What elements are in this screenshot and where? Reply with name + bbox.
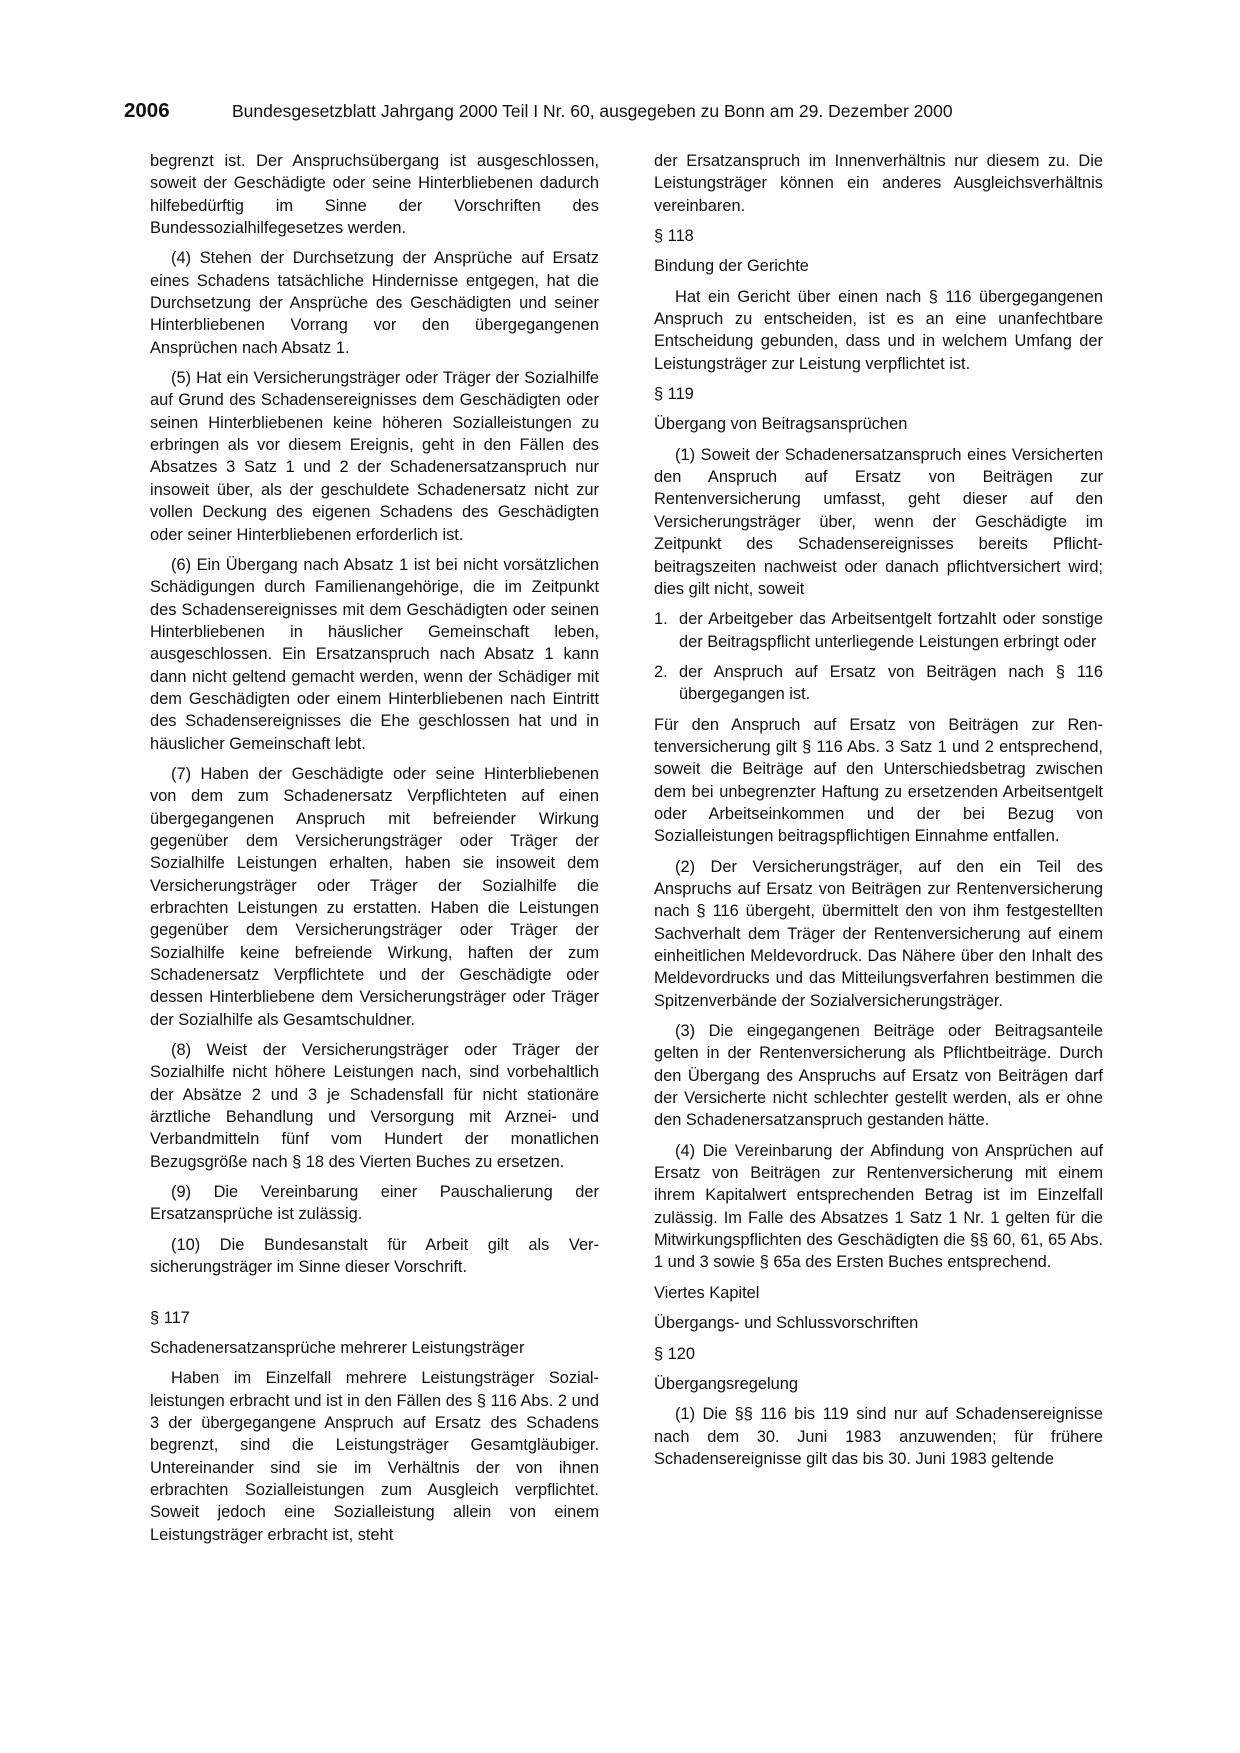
page-number: 2006 bbox=[124, 99, 170, 122]
paragraph: Haben im Einzelfall mehrere Leistungsträger Sozialleistungen erbracht und ist in den Fällen des § 116 Abs. 2 und 3 der übergegangene Anspruch auf Ersatz des Schadens begrenzt, sind die Leistungsträger Gesamtgläubiger. Untereinander sind sie im Verhältnis der von ihnen erbrachten Sozialleistungen zum Ausgleich verpflichtet. Soweit jedoch eine Sozialleistung allein von einem Leistungsträger erbracht ist, steht bbox=[150, 1369, 599, 1544]
paragraph: (1) Soweit der Schadenersatzanspruch eines Versicherten den Anspruch auf Ersatz von Beiträgen zur Rentenversicherung umfasst, geht dieser auf den Versicherungsträger über, wenn der Geschädigte im Zeitpunkt des Schadensereignisses bereits Pflichtbeitragszeiten nachweist oder danach pflichtversichert wird; dies gilt nicht, soweit bbox=[654, 445, 1103, 598]
numbered-list bbox=[654, 608, 1103, 705]
paragraph: (3) Die eingegangenen Beiträge oder Beitragsanteile gelten in der Rentenversicherung als Pflichtbeiträge. Durch den Übergang des Anspruchs auf Ersatz von Beiträgen darf der Versicherte nicht schlechter gestellt werden, als er ohne den Schadenersatzanspruch gestanden hätte. bbox=[654, 1022, 1103, 1130]
paragraph: (4) Stehen der Durchsetzung der Ansprüche auf Ersatz eines Schadens tatsächliche Hindernisse entgegen, hat die Durchsetzung der Ansprüche des Geschädigten und seiner Hinterbliebenen Vorrang vor den übergegangenen Ansprüchen nach Absatz 1. bbox=[150, 249, 599, 357]
list-item bbox=[654, 661, 1103, 706]
paragraph: (2) Der Versicherungsträger, auf den ein Teil des Anspruchs auf Ersatz von Beiträgen zur Rentenversicherung nach § 116 übergeht, übermittelt den von ihm festgestellten Sachverhalt dem Träger der Rentenversicherung auf einem einheitlichen Meldevordruck. Das Nähere über den Inhalt des Meldevordrucks und das Mitteilungsverfahren bestimmen die Spitzenverbände der Sozialversicherungsträger. bbox=[654, 857, 1103, 1010]
paragraph: (8) Weist der Versicherungsträger oder Träger der Sozialhilfe nicht höhere Leistungen nach, sind vorbehaltlich der Absätze 2 und 3 je Schadensfall für nicht stationäre ärztliche Behandlung und Versorgung mit Arznei- und Verbandmitteln fünf vom Hundert der monatlichen Bezugsgröße nach § 18 des Vierten Buches zu ersetzen. bbox=[150, 1041, 599, 1171]
paragraph: (1) Die §§ 116 bis 119 sind nur auf Schadensereignisse nach dem 30. Juni 1983 anzuwenden; für frühere Schadensereignisse gilt das bis 30. Juni 1983 geltende bbox=[654, 1405, 1103, 1468]
paragraph: (10) Die Bundesanstalt für Arbeit gilt als Versicherungsträger im Sinne dieser Vorschrift. bbox=[150, 1235, 599, 1277]
right-column bbox=[654, 150, 1103, 1470]
page-header bbox=[124, 99, 1119, 125]
paragraph: Für den Anspruch auf Ersatz von Beiträgen zur Rentenversicherung gilt § 116 Abs. 3 Satz 1 und 2 entsprechend, soweit die Beiträge auf den Unterschiedsbetrag zwischen dem bei unbegrenzter Haftung zu ersetzenden Arbeitsentgelt oder Arbeitseinkommen und der bei Bezug von Sozialleistungen beitragspflichtigen Einnahme entfallen. bbox=[654, 715, 1103, 846]
left-column bbox=[150, 150, 599, 1546]
paragraph: der Ersatzanspruch im Innenverhältnis nur diesem zu. Die Leistungsträger können ein anderes Ausgleichsverhältnis vereinbaren. bbox=[654, 152, 1103, 215]
running-title: Bundesgesetzblatt Jahrgang 2000 Teil I Nr. 60, ausgegeben zu Bonn am 29. Dezember 2000 bbox=[232, 101, 953, 121]
section-title: Bindung der Gerichte bbox=[654, 257, 809, 276]
section-number: § 117 bbox=[150, 1308, 190, 1327]
section-number: § 118 bbox=[654, 227, 694, 246]
chapter-title: Übergangs- und Schlussvorschriften bbox=[654, 1314, 919, 1333]
list-item-number: 1. bbox=[654, 610, 668, 629]
spacer bbox=[150, 1287, 599, 1307]
list-item bbox=[654, 608, 1103, 653]
list-item-text: der Arbeitgeber das Arbeitsentgelt fortzahlt oder sonstige der Beitragspflicht unterliegende Leistungen erbringt oder bbox=[679, 610, 1103, 651]
list-item-number: 2. bbox=[654, 662, 668, 681]
paragraph: Hat ein Gericht über einen nach § 116 übergegangenen Anspruch zu entscheiden, ist es an eine unanfechtbare Entscheidung gebunden, dass und in welchem Umfang der Leistungsträger zur Leistung verpflichtet ist. bbox=[654, 287, 1103, 373]
section-title: Übergangsregelung bbox=[654, 1374, 798, 1393]
section-title: Übergang von Beitragsansprüchen bbox=[654, 415, 908, 434]
paragraph: (4) Die Vereinbarung der Abfindung von Ansprüchen auf Ersatz von Beiträgen zur Rentenversicherung mit einem ihrem Kapitalwert entsprechenden Betrag ist im Einzelfall zulässig. Im Falle des Absatzes 1 Satz 1 Nr. 1 gelten für die Mitwirkungspflichten des Geschädigten die §§ 60, 61, 65 Abs. 1 und 3 sowie § 65a des Ersten Buches entsprechend. bbox=[654, 1141, 1103, 1272]
paragraph: (6) Ein Übergang nach Absatz 1 ist bei nicht vorsätzlichen Schädigungen durch Familienangehörige, die im Zeitpunkt des Schadensereignisses mit dem Geschädigten oder seinen Hinterbliebenen in häuslicher Gemeinschaft leben, ausgeschlossen. Ein Ersatzanspruch nach Absatz 1 kann dann nicht geltend gemacht werden, wenn der Schädiger mit dem Geschädigten oder einem Hinterbliebenen nach Eintritt des Schadensereignisses die Ehe geschlossen hat und in häuslicher Gemeinschaft lebt. bbox=[150, 555, 599, 753]
list-item-text: der Anspruch auf Ersatz von Beiträgen nach § 116 übergegangen ist. bbox=[679, 662, 1103, 704]
paragraph: begrenzt ist. Der Anspruchsübergang ist ausgeschlossen, soweit der Geschädigte oder seine Hinterbliebenen dadurch hilfebedürftig im Sinne der Vorschriften des Bundessozialhilfegesetzes werden. bbox=[150, 152, 599, 238]
section-title: Schadenersatzansprüche mehrerer Leistungsträger bbox=[150, 1338, 525, 1357]
section-number: § 119 bbox=[654, 385, 694, 404]
chapter-heading: Viertes Kapitel bbox=[654, 1283, 760, 1302]
paragraph: (7) Haben der Geschädigte oder seine Hinterbliebenen von dem zum Schadenersatz Verpflichteten auf einen übergegangenen Anspruch mit befreiender Wirkung gegenüber dem Versicherungsträger oder Träger der Sozialhilfe Leistungen erhalten, haben sie insoweit dem Versicherungsträger oder Träger der Sozialhilfe die erbrachten Leistungen zu erstatten. Haben die Leistungen gegenüber dem Versicherungsträger oder Träger der Sozialhilfe keine befreiende Wirkung, haften der zum Schadenersatz Verpflichtete und der Geschädigte oder dessen Hinterbliebene dem Versicherungsträger oder Träger der Sozialhilfe als Gesamtschuldner. bbox=[150, 764, 599, 1029]
paragraph: (9) Die Vereinbarung einer Pauschalierung der Ersatzansprüche ist zulässig. bbox=[150, 1183, 599, 1224]
paragraph: (5) Hat ein Versicherungsträger oder Träger der Sozialhilfe auf Grund des Schadensereignisses dem Geschädigten oder seinen Hinterbliebenen keine höheren Sozialleistungen zu erbringen als vor diesem Ereignis, geht in den Fällen des Absatzes 3 Satz 1 und 2 der Schadenersatzanspruch nur insoweit über, als der geschuldete Schadenersatz nicht zur vollen Deckung des eigenen Schadens des Geschädigten oder seiner Hinterbliebenen erforderlich ist. bbox=[150, 369, 599, 544]
section-number: § 120 bbox=[654, 1344, 696, 1363]
